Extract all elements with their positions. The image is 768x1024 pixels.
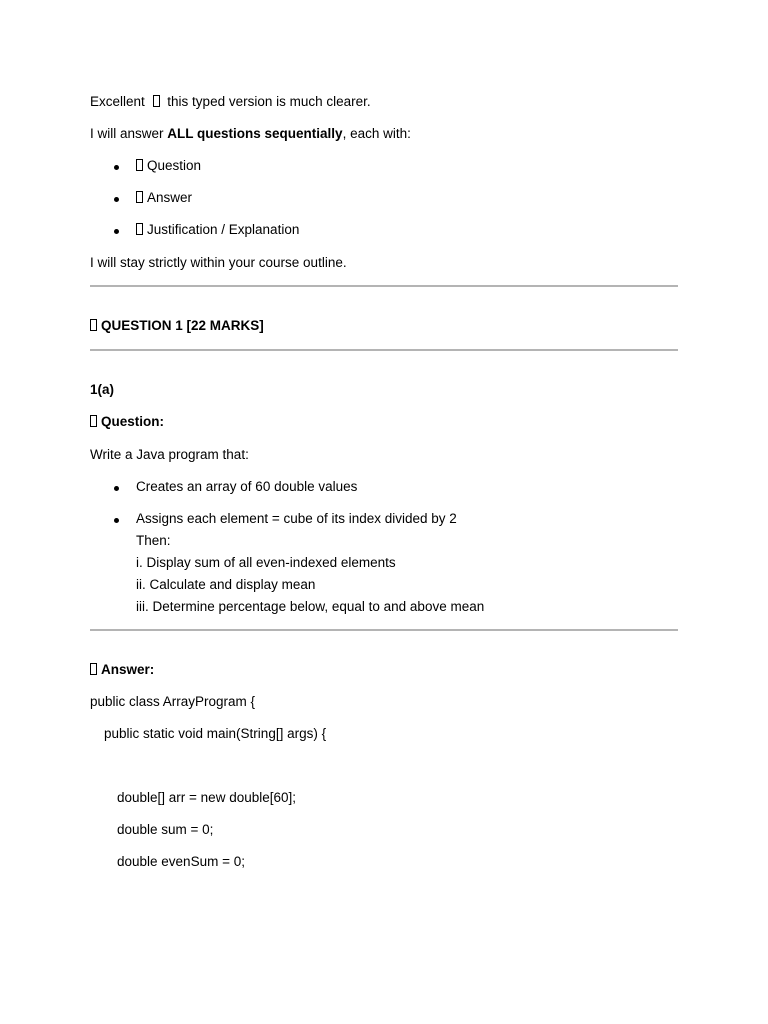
missing-glyph-icon bbox=[90, 319, 97, 331]
code-line: public static void main(String[] args) { bbox=[104, 726, 327, 741]
question-then-line: Then: bbox=[136, 533, 171, 548]
bullet-dot bbox=[114, 229, 119, 234]
intro-line-2-end: , each with: bbox=[342, 126, 411, 141]
question-bullet-item: Assigns each element = cube of its index divided by 2 bbox=[136, 511, 457, 526]
missing-glyph-icon bbox=[136, 223, 143, 235]
intro-line-1-end: this typed version is much clearer. bbox=[163, 94, 371, 109]
intro-line-2-start: I will answer bbox=[90, 126, 168, 141]
question-text: Write a Java program that: bbox=[90, 447, 249, 462]
intro-line-3: I will stay strictly within your course outline. bbox=[90, 255, 347, 270]
intro-line-2 bbox=[90, 126, 411, 142]
question-then-line: i. Display sum of all even-indexed elements bbox=[136, 555, 396, 570]
intro-bullet-label: Question bbox=[147, 158, 202, 173]
question-then-line: iii. Determine percentage below, equal to and above mean bbox=[136, 599, 485, 614]
answer-label bbox=[90, 662, 154, 678]
intro-line-1-start: Excellent bbox=[90, 94, 145, 109]
bullet-dot bbox=[114, 518, 119, 523]
bullet-dot bbox=[114, 197, 119, 202]
missing-glyph-icon bbox=[136, 159, 143, 171]
missing-glyph-icon bbox=[90, 415, 97, 427]
code-line: public class ArrayProgram { bbox=[90, 694, 256, 709]
missing-glyph-icon bbox=[136, 191, 143, 203]
bullet-dot bbox=[114, 486, 119, 491]
question-label-text: Question: bbox=[101, 414, 164, 429]
intro-line-2-bold: ALL questions sequentially bbox=[167, 126, 343, 141]
missing-glyph-icon bbox=[153, 95, 160, 107]
intro-bullet-label: Answer bbox=[147, 190, 193, 205]
question-1-heading-text: QUESTION 1 [22 MARKS] bbox=[101, 318, 264, 333]
intro-bullet-label: Justification / Explanation bbox=[147, 222, 300, 237]
intro-bullet-item bbox=[136, 222, 299, 238]
horizontal-rule bbox=[90, 349, 678, 351]
part-heading: 1(a) bbox=[90, 382, 115, 397]
question-label bbox=[90, 414, 164, 430]
answer-label-text: Answer: bbox=[101, 662, 155, 677]
missing-glyph-icon bbox=[90, 663, 97, 675]
code-line: double evenSum = 0; bbox=[117, 854, 245, 869]
horizontal-rule bbox=[90, 285, 678, 287]
horizontal-rule bbox=[90, 629, 678, 631]
question-1-heading bbox=[90, 318, 264, 334]
intro-line-1 bbox=[90, 94, 371, 110]
question-bullet-item: Creates an array of 60 double values bbox=[136, 479, 358, 494]
intro-bullet-item bbox=[136, 158, 201, 174]
intro-bullet-item bbox=[136, 190, 192, 206]
question-then-line: ii. Calculate and display mean bbox=[136, 577, 316, 592]
code-line: double sum = 0; bbox=[117, 822, 214, 837]
code-line: double[] arr = new double[60]; bbox=[117, 790, 297, 805]
bullet-dot bbox=[114, 165, 119, 170]
